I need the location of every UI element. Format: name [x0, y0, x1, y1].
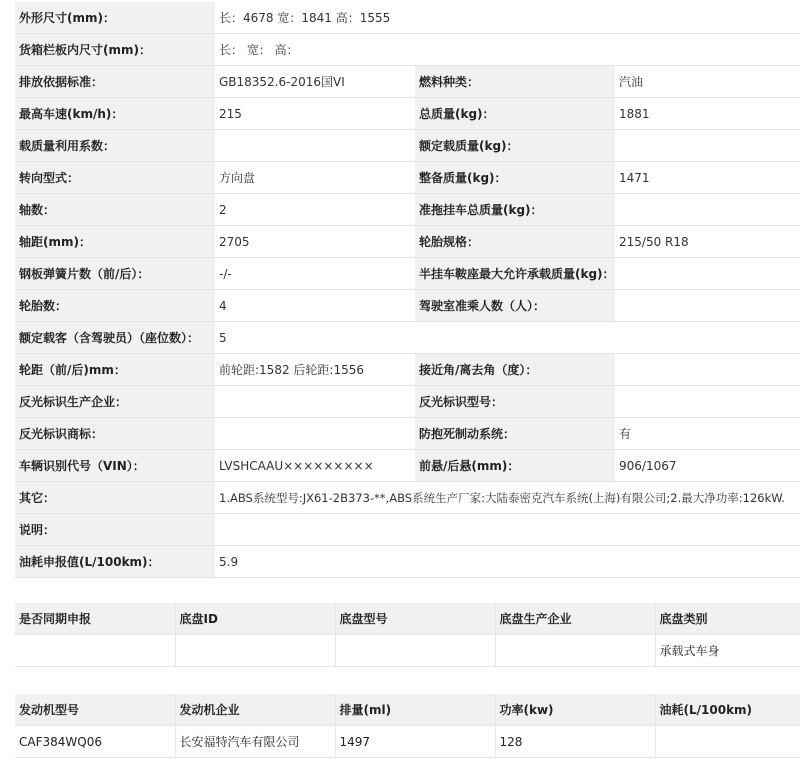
- chassis-data-row: [15, 635, 800, 667]
- tire-count-label: 轮胎数：: [15, 290, 215, 322]
- chassis-cell-id: [175, 635, 335, 667]
- cargo-size-value: 长： 宽： 高：: [215, 34, 800, 66]
- spec-row-note: [15, 514, 800, 546]
- chassis-cell-concurrent: [15, 635, 175, 667]
- abs-label: 防抱死制动系统：: [415, 418, 615, 450]
- spec-row-wheelbase: [15, 226, 800, 258]
- engine-header-model: 发动机型号: [15, 694, 175, 726]
- steering-value: 方向盘: [215, 162, 415, 194]
- spec-row-fuel-consumption: [15, 546, 800, 578]
- reflect-brand-label: 反光标识商标：: [15, 418, 215, 450]
- dimensions-value: 长：4678 宽：1841 高：1555: [215, 2, 800, 34]
- fuel-consumption-label: 油耗申报值(L/100km)：: [15, 546, 215, 578]
- other-label: 其它：: [15, 482, 215, 514]
- seats-label: 额定载客（含驾驶员）（座位数）：: [15, 322, 215, 354]
- engine-cell-model: CAF384WQ06: [15, 726, 175, 758]
- reflect-model-label: 反光标识型号：: [415, 386, 615, 418]
- total-mass-value: 1881: [615, 98, 800, 130]
- engine-cell-maker: 长安福特汽车有限公司: [175, 726, 335, 758]
- engine-header-displacement: 排量(ml): [335, 694, 495, 726]
- engine-cell-power: 128: [495, 726, 655, 758]
- track-value: 前轮距:1582 后轮距:1556: [215, 354, 415, 386]
- vehicle-spec-table: [15, 2, 800, 578]
- wheelbase-label: 轴距(mm)：: [15, 226, 215, 258]
- engine-cell-displacement: 1497: [335, 726, 495, 758]
- spec-row-cargo: [15, 34, 800, 66]
- other-value: 1.ABS系统型号:JX61-2B373-**,ABS系统生产厂家:大陆泰密克汽车系统(上海)有限公司;2.最大净功率:126kW.: [215, 482, 800, 514]
- dimensions-label: 外形尺寸(mm)：: [15, 2, 215, 34]
- cargo-size-label: 货箱栏板内尺寸(mm)：: [15, 34, 215, 66]
- chassis-header-model: 底盘型号: [335, 603, 495, 635]
- fuel-consumption-value: 5.9: [215, 546, 800, 578]
- abs-value: 有: [615, 418, 800, 450]
- emission-label: 排放依据标准：: [15, 66, 215, 98]
- overhang-label: 前悬/后悬(mm)：: [415, 450, 615, 482]
- axles-value: 2: [215, 194, 415, 226]
- engine-header-maker: 发动机企业: [175, 694, 335, 726]
- cab-capacity-value: [615, 290, 800, 322]
- chassis-cell-model: [335, 635, 495, 667]
- note-value: [215, 514, 800, 546]
- engine-cell-consumption: [655, 726, 800, 758]
- angle-value: [615, 354, 800, 386]
- load-util-value: [215, 130, 415, 162]
- chassis-table: [15, 603, 800, 667]
- chassis-header-id: 底盘ID: [175, 603, 335, 635]
- engine-header-consumption: 油耗(L/100km): [655, 694, 800, 726]
- reflect-model-value: [615, 386, 800, 418]
- spec-row-speed: [15, 98, 800, 130]
- wheelbase-value: 2705: [215, 226, 415, 258]
- load-util-label: 载质量利用系数：: [15, 130, 215, 162]
- spec-row-track: [15, 354, 800, 386]
- fuel-type-label: 燃料种类：: [415, 66, 615, 98]
- fuel-type-value: 汽油: [615, 66, 800, 98]
- spec-row-tires: [15, 290, 800, 322]
- reflect-maker-value: [215, 386, 415, 418]
- chassis-header-concurrent: 是否同期申报: [15, 603, 175, 635]
- spring-label: 钢板弹簧片数（前/后）：: [15, 258, 215, 290]
- spec-row-reflect-brand: [15, 418, 800, 450]
- tire-spec-value: 215/50 R18: [615, 226, 800, 258]
- note-label: 说明：: [15, 514, 215, 546]
- spec-row-dimensions: [15, 2, 800, 34]
- trailer-mass-label: 准拖挂车总质量(kg)：: [415, 194, 615, 226]
- steering-label: 转向型式：: [15, 162, 215, 194]
- tire-spec-label: 轮胎规格：: [415, 226, 615, 258]
- vin-label: 车辆识别代号（VIN）：: [15, 450, 215, 482]
- tire-count-value: 4: [215, 290, 415, 322]
- angle-label: 接近角/离去角（度）：: [415, 354, 615, 386]
- saddle-mass-label: 半挂车鞍座最大允许承载质量(kg)：: [415, 258, 615, 290]
- reflect-brand-value: [215, 418, 415, 450]
- engine-data-row: [15, 726, 800, 758]
- spring-value: -/-: [215, 258, 415, 290]
- chassis-header-type: 底盘类别: [655, 603, 800, 635]
- saddle-mass-value: [615, 258, 800, 290]
- max-speed-value: 215: [215, 98, 415, 130]
- curb-mass-label: 整备质量(kg)：: [415, 162, 615, 194]
- curb-mass-value: 1471: [615, 162, 800, 194]
- engine-header-power: 功率(kw): [495, 694, 655, 726]
- total-mass-label: 总质量(kg)：: [415, 98, 615, 130]
- spec-row-spring: [15, 258, 800, 290]
- engine-header-row: [15, 694, 800, 726]
- rated-load-value: [615, 130, 800, 162]
- rated-load-label: 额定载质量(kg)：: [415, 130, 615, 162]
- cab-capacity-label: 驾驶室准乘人数（人）：: [415, 290, 615, 322]
- spec-row-reflect-maker: [15, 386, 800, 418]
- emission-value: GB18352.6-2016国VI: [215, 66, 415, 98]
- chassis-cell-type: 承载式车身: [655, 635, 800, 667]
- spec-row-load: [15, 130, 800, 162]
- track-label: 轮距（前/后)mm：: [15, 354, 215, 386]
- chassis-header-row: [15, 603, 800, 635]
- max-speed-label: 最高车速(km/h)：: [15, 98, 215, 130]
- overhang-value: 906/1067: [615, 450, 800, 482]
- chassis-cell-maker: [495, 635, 655, 667]
- chassis-header-maker: 底盘生产企业: [495, 603, 655, 635]
- reflect-maker-label: 反光标识生产企业：: [15, 386, 215, 418]
- spec-row-emission: [15, 66, 800, 98]
- axles-label: 轴数：: [15, 194, 215, 226]
- spec-row-other: [15, 482, 800, 514]
- spec-row-vin: [15, 450, 800, 482]
- trailer-mass-value: [615, 194, 800, 226]
- engine-table: [15, 694, 800, 758]
- spec-row-axles: [15, 194, 800, 226]
- vin-value: LVSHCAAU×××××××××: [215, 450, 415, 482]
- spec-row-steering: [15, 162, 800, 194]
- spec-row-seats: [15, 322, 800, 354]
- seats-value: 5: [215, 322, 800, 354]
